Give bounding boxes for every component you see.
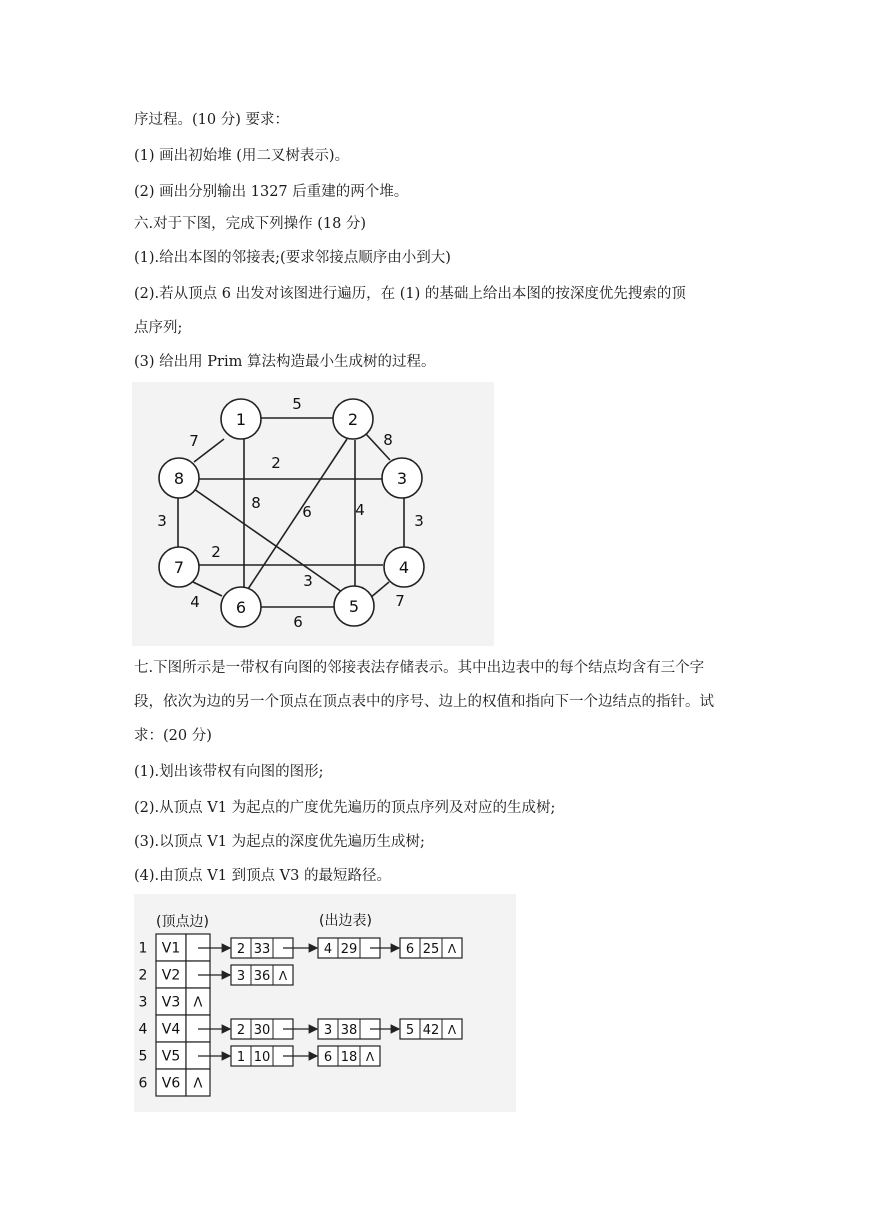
edge-weight: 2 <box>211 543 221 561</box>
edge-weight-value: 25 <box>422 942 440 957</box>
vertex-label: V6 <box>161 1075 181 1092</box>
edge-target-index: 6 <box>323 1050 333 1065</box>
text-line: 求：(20 分) <box>134 728 212 744</box>
edge-target-index: 5 <box>405 1023 415 1038</box>
section-heading: 六.对于下图，完成下列操作 (18 分) <box>134 216 367 232</box>
null-pointer: Λ <box>193 995 203 1011</box>
edge-target-index: 4 <box>323 942 333 957</box>
adjacency-list-figure <box>134 894 516 1112</box>
edge-target-index: 3 <box>236 969 246 984</box>
edge-weight: 8 <box>251 494 261 512</box>
edge-weight: 3 <box>303 572 313 590</box>
edge-weight: 4 <box>190 593 200 611</box>
node-label: 5 <box>348 597 360 616</box>
text-line: 序过程。(10 分) 要求： <box>134 112 289 128</box>
row-index: 1 <box>138 940 148 957</box>
edge-4-5 <box>370 582 389 598</box>
edge-2-6 <box>248 439 347 589</box>
edge-weight-value: 36 <box>253 969 271 984</box>
null-pointer: Λ <box>447 1023 457 1037</box>
null-pointer: Λ <box>278 969 288 983</box>
text-line: (3).以顶点 V1 为起点的深度优先遍历生成树; <box>134 834 425 850</box>
text-line: 段，依次为边的另一个顶点在顶点表中的序号、边上的权值和指向下一个边结点的指针。试 <box>134 694 714 710</box>
text-line: (1) 画出初始堆 (用二叉树表示)。 <box>134 148 350 164</box>
edge-weight: 6 <box>302 503 312 521</box>
node-label: 8 <box>173 469 185 488</box>
vertex-label: V2 <box>161 967 181 984</box>
node-label: 7 <box>173 558 185 577</box>
row-index: 2 <box>138 967 148 984</box>
vertex-label: V3 <box>161 994 181 1011</box>
null-pointer: Λ <box>447 942 457 956</box>
edge-weight-value: 10 <box>253 1050 271 1065</box>
text-line: (1).划出该带权有向图的图形; <box>134 764 324 780</box>
edge-target-index: 6 <box>405 942 415 957</box>
edge-target-index: 2 <box>236 1023 246 1038</box>
edge-table-header: (出边表) <box>319 913 372 929</box>
edge-target-index: 2 <box>236 942 246 957</box>
edge-weight: 7 <box>395 592 405 610</box>
node-label: 2 <box>347 410 359 429</box>
vertex-label: V1 <box>161 940 181 957</box>
text-line: (3) 给出用 Prim 算法构造最小生成树的过程。 <box>134 354 436 370</box>
node-label: 1 <box>235 410 247 429</box>
edge-8-5 <box>194 489 342 592</box>
vertex-label: V5 <box>161 1048 181 1065</box>
vertex-table-header: (顶点边) <box>156 914 209 930</box>
edge-weight-value: 33 <box>253 942 271 957</box>
node-label: 4 <box>398 558 410 577</box>
edge-weight-value: 29 <box>340 942 358 957</box>
text-line: (2) 画出分别输出 1327 后重建的两个堆。 <box>134 184 409 200</box>
section-heading: 七.下图所示是一带权有向图的邻接表法存储表示。其中出边表中的每个结点均含有三个字 <box>134 660 705 676</box>
edge-weight-value: 30 <box>253 1023 271 1038</box>
null-pointer: Λ <box>193 1076 203 1092</box>
node-label: 6 <box>235 598 247 617</box>
text-line: (4).由顶点 V1 到顶点 V3 的最短路径。 <box>134 868 391 884</box>
edge-weight-value: 38 <box>340 1023 358 1038</box>
edge-target-index: 1 <box>236 1050 246 1065</box>
edge-weight: 3 <box>414 512 424 530</box>
node-label: 3 <box>396 469 408 488</box>
edge-weight: 5 <box>292 395 302 413</box>
edge-weight: 6 <box>293 613 303 631</box>
row-index: 4 <box>138 1021 148 1038</box>
text-line: (1).给出本图的邻接表;(要求邻接点顺序由小到大) <box>134 250 451 266</box>
edge-weight: 2 <box>271 454 281 472</box>
weighted-graph-figure <box>132 382 494 646</box>
edge-weight: 8 <box>383 431 393 449</box>
edge-weight-value: 42 <box>422 1023 440 1038</box>
edge-weight: 7 <box>189 432 199 450</box>
text-line: (2).若从顶点 6 出发对该图进行遍历，在 (1) 的基础上给出本图的按深度优先搜索的顶 <box>134 286 686 302</box>
null-pointer: Λ <box>365 1050 375 1064</box>
edge-weight: 4 <box>355 501 365 519</box>
row-index: 3 <box>138 994 148 1011</box>
edge-weight-value: 18 <box>340 1050 358 1065</box>
row-index: 6 <box>138 1075 148 1092</box>
row-index: 5 <box>138 1048 148 1065</box>
text-line: (2).从顶点 V1 为起点的广度优先遍历的顶点序列及对应的生成树; <box>134 800 556 816</box>
text-line: 点序列; <box>134 320 183 336</box>
vertex-label: V4 <box>161 1021 181 1038</box>
edge-weight: 3 <box>157 512 167 530</box>
edge-target-index: 3 <box>323 1023 333 1038</box>
